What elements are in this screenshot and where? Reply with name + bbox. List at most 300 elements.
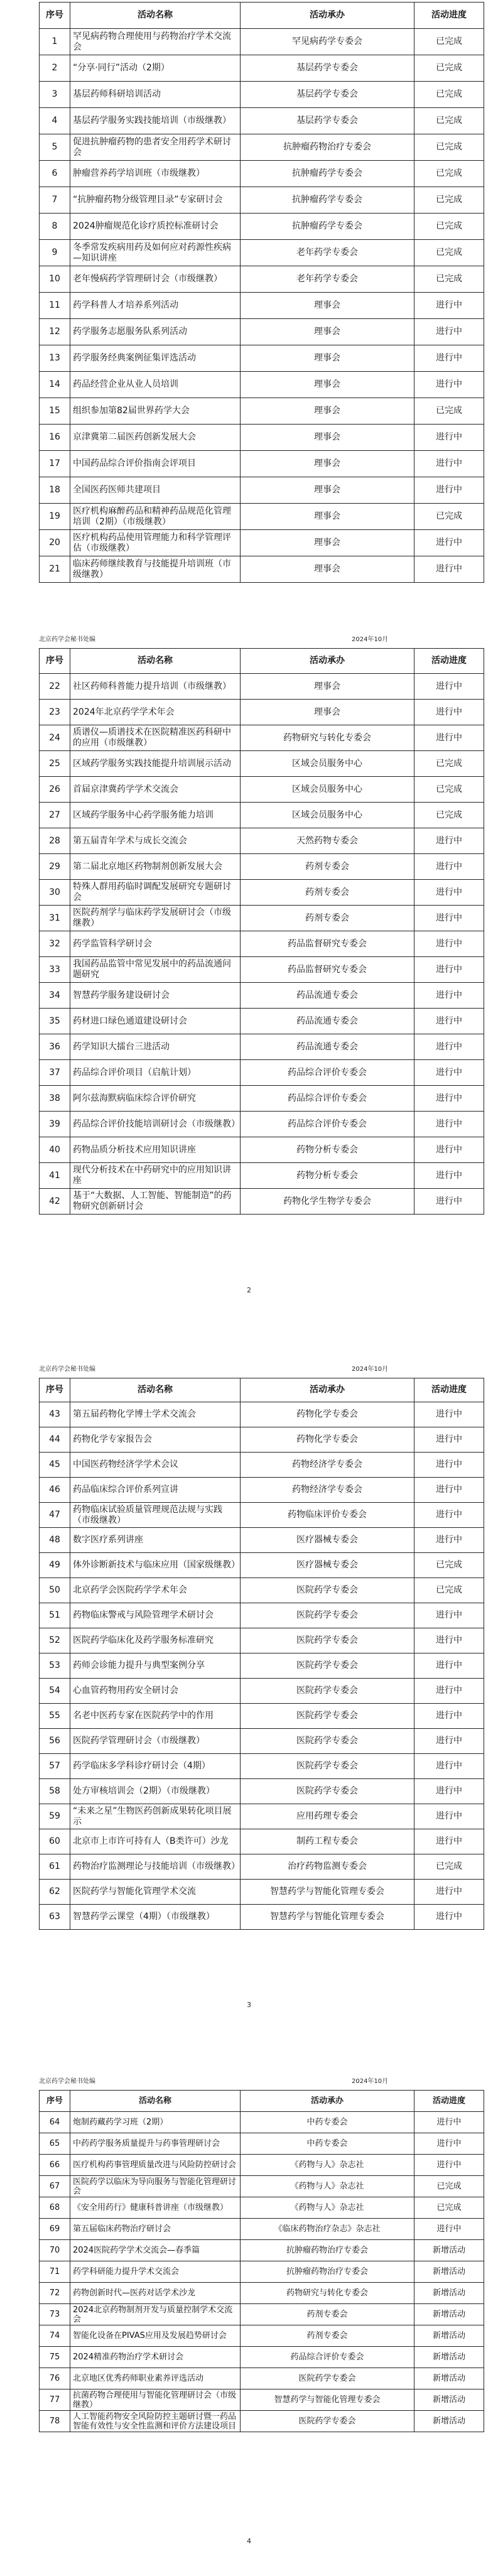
organizer-cell: 理事会: [241, 293, 414, 319]
status-cell: 新增活动: [414, 2304, 484, 2325]
table-row: [40, 957, 484, 983]
row-number-cell: 37: [40, 1060, 70, 1086]
table-row: [40, 983, 484, 1009]
status-cell: 进行中: [414, 319, 484, 345]
row-number-cell: 50: [40, 1578, 70, 1603]
status-cell: 进行中: [414, 1804, 484, 1829]
table-row: [40, 214, 484, 240]
table-row: [40, 1603, 484, 1628]
status-cell: 进行中: [414, 1779, 484, 1804]
activity-name-cell: 特殊人群用药临时调配发展研究专题研讨会: [70, 880, 241, 906]
activity-name-cell: 药品综合评价技能培训研讨会（市级继教）: [70, 1112, 241, 1137]
status-cell: 进行中: [414, 530, 484, 556]
organizer-cell: 智慧药学与智能化管理专委会: [241, 1880, 414, 1905]
activity-name-cell: 药学科普人才培养系列活动: [70, 293, 241, 319]
status-cell: 进行中: [414, 372, 484, 398]
header-number: 序号: [40, 2091, 70, 2112]
activity-name-cell: 药材进口绿色通道建设研讨会: [70, 1009, 241, 1034]
organizer-cell: 《临床药物治疗杂志》杂志社: [241, 2219, 414, 2240]
row-number-cell: 5: [40, 134, 70, 161]
organizer-cell: 医院药学专委会: [241, 1603, 414, 1628]
activity-name-cell: 药物品质分析技术应用知识讲座: [70, 1137, 241, 1163]
table-row: [40, 2261, 484, 2283]
status-cell: 进行中: [414, 1478, 484, 1503]
activity-name-cell: 药学科研能力提升学术交流会: [70, 2261, 241, 2283]
row-number-cell: 49: [40, 1553, 70, 1578]
activity-name-cell: 药学监管科学研讨会: [70, 931, 241, 957]
organizer-cell: 药品流通专委会: [241, 983, 414, 1009]
status-cell: 已完成: [414, 240, 484, 266]
status-cell: 进行中: [414, 1528, 484, 1553]
activity-name-cell: 阿尔兹海默病临床综合评价研究: [70, 1086, 241, 1112]
organizer-cell: 医院药学专委会: [241, 1628, 414, 1653]
activity-name-cell: 中国医药物经济学学术会议: [70, 1453, 241, 1478]
row-number-cell: 58: [40, 1779, 70, 1804]
table-row: [40, 2368, 484, 2389]
row-number-cell: 36: [40, 1034, 70, 1060]
organizer-cell: 药物经济学专委会: [241, 1453, 414, 1478]
table-row: [40, 1729, 484, 1754]
row-number-cell: 2: [40, 55, 70, 82]
table-row: [40, 1704, 484, 1729]
header-organizer: 活动承办: [241, 649, 414, 674]
organizer-cell: 理事会: [241, 398, 414, 425]
status-cell: 进行中: [414, 828, 484, 854]
activity-name-cell: 抗菌药物合理使用与智能化管理研讨会（市级继教）: [70, 2389, 241, 2411]
table-row: [40, 931, 484, 957]
table-row: [40, 725, 484, 751]
table-row: [40, 2283, 484, 2304]
status-cell: 进行中: [414, 983, 484, 1009]
table-row: [40, 854, 484, 880]
status-cell: 新增活动: [414, 2240, 484, 2261]
activity-name-cell: 老年慢病药学管理研讨会（市级继教）: [70, 266, 241, 293]
activity-name-cell: 社区药师科普能力提升培训（市级继教）: [70, 674, 241, 700]
table-row: [40, 2240, 484, 2261]
organizer-cell: 抗肿瘤药学专委会: [241, 161, 414, 187]
status-cell: 进行中: [414, 2155, 484, 2176]
row-number-cell: 74: [40, 2325, 70, 2347]
status-cell: 进行中: [414, 1679, 484, 1704]
table-row: [40, 2133, 484, 2155]
table-row: [40, 1854, 484, 1880]
activity-name-cell: 中药药学服务质量提升与药事管理研讨会: [70, 2133, 241, 2155]
organizer-cell: 老年药学专委会: [241, 266, 414, 293]
row-number-cell: 60: [40, 1829, 70, 1854]
header-organizer: 活动承办: [241, 2091, 414, 2112]
activity-name-cell: 药物临床试验质量管理规范法规与实践（市级继教）: [70, 1503, 241, 1528]
organizer-cell: 《药物与人》杂志社: [241, 2197, 414, 2219]
table-row: [40, 1060, 484, 1086]
row-number-cell: 26: [40, 777, 70, 803]
row-number-cell: 53: [40, 1653, 70, 1679]
activity-name-cell: 医院药学与智能化管理学术交流: [70, 1880, 241, 1905]
table-row: [40, 345, 484, 372]
row-number-cell: 6: [40, 161, 70, 187]
row-number-cell: 51: [40, 1603, 70, 1628]
activity-name-cell: 药学服务经典案例征集评选活动: [70, 345, 241, 372]
organizer-cell: 抗肿瘤药学专委会: [241, 187, 414, 214]
row-number-cell: 78: [40, 2411, 70, 2432]
organizer-cell: 区域会员服务中心: [241, 751, 414, 777]
activity-name-cell: “分享·同行”活动（2期）: [70, 55, 241, 82]
header-number: 序号: [40, 3, 70, 29]
table-body: [40, 674, 484, 1215]
status-cell: 进行中: [414, 957, 484, 983]
status-cell: 进行中: [414, 556, 484, 583]
organizer-cell: 药品监督研究专委会: [241, 931, 414, 957]
table-row: [40, 1628, 484, 1653]
table-header-row: [40, 2091, 484, 2112]
organizer-cell: 治疗药物监测专委会: [241, 1854, 414, 1880]
status-cell: 新增活动: [414, 2411, 484, 2432]
row-number-cell: 30: [40, 880, 70, 906]
status-cell: 进行中: [414, 2219, 484, 2240]
header-organizer: 活动承办: [241, 3, 414, 29]
activity-name-cell: 第五届临床药物治疗研讨会: [70, 2219, 241, 2240]
status-cell: 进行中: [414, 1086, 484, 1112]
table-row: [40, 1804, 484, 1829]
row-number-cell: 55: [40, 1704, 70, 1729]
row-number-cell: 44: [40, 1427, 70, 1453]
row-number-cell: 56: [40, 1729, 70, 1754]
header-status: 活动进度: [414, 1378, 484, 1402]
table-row: [40, 398, 484, 425]
row-number-cell: 40: [40, 1137, 70, 1163]
status-cell: 进行中: [414, 1034, 484, 1060]
organizer-cell: 抗肿瘤药物治疗专委会: [241, 134, 414, 161]
row-number-cell: 4: [40, 108, 70, 134]
organizer-cell: 抗肿瘤药物治疗专委会: [241, 2240, 414, 2261]
activity-name-cell: 智慧药学服务建设研讨会: [70, 983, 241, 1009]
row-number-cell: 71: [40, 2261, 70, 2283]
table-row: [40, 1578, 484, 1603]
row-number-cell: 64: [40, 2112, 70, 2133]
activity-name-cell: 2024北京药物制剂开发与质量控制学术交流会: [70, 2304, 241, 2325]
header-activity-name: 活动名称: [70, 1378, 241, 1402]
organizer-cell: 药品综合评价专委会: [241, 1060, 414, 1086]
table-row: [40, 1189, 484, 1215]
table-row: [40, 29, 484, 55]
organizer-cell: 药物研究与转化专委会: [241, 2283, 414, 2304]
status-cell: 已完成: [414, 777, 484, 803]
organizer-cell: 基层药学专委会: [241, 82, 414, 108]
row-number-cell: 35: [40, 1009, 70, 1034]
status-cell: 进行中: [414, 1112, 484, 1137]
organizer-cell: 罕见病药学专委会: [241, 29, 414, 55]
status-cell: 进行中: [414, 1704, 484, 1729]
activity-table: [39, 2, 484, 583]
table-row: [40, 1137, 484, 1163]
running-header-right: 2024年10月: [352, 2078, 389, 2085]
row-number-cell: 76: [40, 2368, 70, 2389]
table-row: [40, 1754, 484, 1779]
row-number-cell: 73: [40, 2304, 70, 2325]
table-row: [40, 1086, 484, 1112]
activity-name-cell: 药品临床综合评价系列宣讲: [70, 1478, 241, 1503]
organizer-cell: 理事会: [241, 319, 414, 345]
activity-name-cell: 促进抗肿瘤药物的患者安全用药学术研讨会: [70, 134, 241, 161]
activity-name-cell: 罕见病药物合理使用与药物治疗学术交流会: [70, 29, 241, 55]
table-row: [40, 530, 484, 556]
organizer-cell: 药品综合评价专委会: [241, 2347, 414, 2368]
status-cell: 进行中: [414, 1163, 484, 1189]
status-cell: 进行中: [414, 2112, 484, 2133]
organizer-cell: 药剂专委会: [241, 2304, 414, 2325]
table-row: [40, 55, 484, 82]
table-row: [40, 1034, 484, 1060]
status-cell: 已完成: [414, 29, 484, 55]
table-row: [40, 1427, 484, 1453]
page-number: 3: [247, 2001, 251, 2009]
organizer-cell: 中药专委会: [241, 2133, 414, 2155]
status-cell: 已完成: [414, 398, 484, 425]
activity-name-cell: 北京市上市许可持有人（B类许可）沙龙: [70, 1829, 241, 1854]
status-cell: 新增活动: [414, 2389, 484, 2411]
activity-name-cell: 医疗机构药品使用管理能力和科学管理评估（市级继教）: [70, 530, 241, 556]
table-row: [40, 1112, 484, 1137]
row-number-cell: 66: [40, 2155, 70, 2176]
status-cell: 进行中: [414, 2133, 484, 2155]
table-row: [40, 1503, 484, 1528]
activity-name-cell: 药师会诊能力提升与典型案例分享: [70, 1653, 241, 1679]
organizer-cell: 医院药学专委会: [241, 2368, 414, 2389]
status-cell: 已完成: [414, 161, 484, 187]
organizer-cell: 医疗器械专委会: [241, 1528, 414, 1553]
row-number-cell: 7: [40, 187, 70, 214]
activity-name-cell: 医院药剂学与临床药学发展研讨会（市级继教）: [70, 906, 241, 931]
organizer-cell: 智慧药学与智能化管理专委会: [241, 2389, 414, 2411]
organizer-cell: 药物化学生物学专委会: [241, 1189, 414, 1215]
organizer-cell: 理事会: [241, 530, 414, 556]
organizer-cell: 药剂专委会: [241, 880, 414, 906]
activity-name-cell: 京津冀第二届医药创新发展大会: [70, 425, 241, 451]
row-number-cell: 48: [40, 1528, 70, 1553]
table-row: [40, 187, 484, 214]
organizer-cell: 理事会: [241, 504, 414, 530]
organizer-cell: 《药物与人》杂志社: [241, 2176, 414, 2197]
row-number-cell: 77: [40, 2389, 70, 2411]
status-cell: 进行中: [414, 725, 484, 751]
status-cell: 已完成: [414, 751, 484, 777]
running-header-left: 北京药学会秘书处编: [39, 1366, 95, 1373]
activity-name-cell: 基层药学服务实践技能培训（市级继教）: [70, 108, 241, 134]
table-row: [40, 777, 484, 803]
table-row: [40, 319, 484, 345]
activity-name-cell: 医疗机构药事管理质量改进与风险防控研讨会: [70, 2155, 241, 2176]
table-row: [40, 2325, 484, 2347]
row-number-cell: 19: [40, 504, 70, 530]
row-number-cell: 69: [40, 2219, 70, 2240]
activity-table: [39, 2090, 484, 2432]
organizer-cell: 理事会: [241, 477, 414, 504]
activity-name-cell: 体外诊断新技术与临床应用（国家级继教）: [70, 1553, 241, 1578]
table-row: [40, 1829, 484, 1854]
running-header-left: 北京药学会秘书处编: [39, 2078, 95, 2085]
status-cell: 进行中: [414, 451, 484, 477]
table-body: [40, 2112, 484, 2432]
status-cell: 进行中: [414, 880, 484, 906]
activity-name-cell: 现代分析技术在中药研究中的应用知识讲座: [70, 1163, 241, 1189]
status-cell: 已完成: [414, 803, 484, 828]
activity-name-cell: 2024年北京药学学术年会: [70, 700, 241, 725]
table-row: [40, 451, 484, 477]
activity-name-cell: 区域药学服务中心药学服务能力培训: [70, 803, 241, 828]
status-cell: 进行中: [414, 1829, 484, 1854]
organizer-cell: 医疗器械专委会: [241, 1553, 414, 1578]
table-header-row: [40, 1378, 484, 1402]
row-number-cell: 25: [40, 751, 70, 777]
organizer-cell: 医院药学专委会: [241, 1779, 414, 1804]
organizer-cell: 应用药理专委会: [241, 1804, 414, 1829]
status-cell: 新增活动: [414, 2283, 484, 2304]
organizer-cell: 药剂专委会: [241, 2325, 414, 2347]
organizer-cell: 老年药学专委会: [241, 240, 414, 266]
status-cell: 进行中: [414, 1453, 484, 1478]
table-row: [40, 556, 484, 583]
activity-name-cell: 药物治疗监测理论与技能培训（市级继教）: [70, 1854, 241, 1880]
status-cell: 已完成: [414, 504, 484, 530]
organizer-cell: 区域会员服务中心: [241, 777, 414, 803]
activity-name-cell: 区域药学服务实践技能提升培训展示活动: [70, 751, 241, 777]
table-row: [40, 372, 484, 398]
activity-name-cell: 智能化设备在PIVAS应用及发展趋势研讨会: [70, 2325, 241, 2347]
status-cell: 进行中: [414, 700, 484, 725]
row-number-cell: 24: [40, 725, 70, 751]
activity-name-cell: 首届京津冀药学学术交流会: [70, 777, 241, 803]
organizer-cell: 理事会: [241, 345, 414, 372]
table-row: [40, 1453, 484, 1478]
table-row: [40, 1528, 484, 1553]
row-number-cell: 28: [40, 828, 70, 854]
table-row: [40, 2411, 484, 2432]
activity-name-cell: 第五届药物化学博士学术交流会: [70, 1402, 241, 1427]
row-number-cell: 31: [40, 906, 70, 931]
table-row: [40, 906, 484, 931]
table-row: [40, 828, 484, 854]
table-row: [40, 266, 484, 293]
row-number-cell: 1: [40, 29, 70, 55]
status-cell: 进行中: [414, 1905, 484, 1930]
organizer-cell: 中药专委会: [241, 2112, 414, 2133]
table-row: [40, 1402, 484, 1427]
table-row: [40, 134, 484, 161]
header-status: 活动进度: [414, 2091, 484, 2112]
row-number-cell: 61: [40, 1854, 70, 1880]
table-row: [40, 1009, 484, 1034]
organizer-cell: 药物经济学专委会: [241, 1478, 414, 1503]
activity-name-cell: 质谱仪—质谱技术在医院精准医药科研中的应用（市级继教）: [70, 725, 241, 751]
organizer-cell: 药物分析专委会: [241, 1137, 414, 1163]
activity-name-cell: 医院药学以临床为导向服务与智能化管理研讨会: [70, 2176, 241, 2197]
status-cell: 已完成: [414, 214, 484, 240]
table-row: [40, 2155, 484, 2176]
row-number-cell: 65: [40, 2133, 70, 2155]
status-cell: 进行中: [414, 1754, 484, 1779]
table-row: [40, 2347, 484, 2368]
status-cell: 新增活动: [414, 2261, 484, 2283]
activity-name-cell: 基于“大数据、人工智能、智能制造”的药物研究创新研讨会: [70, 1189, 241, 1215]
activity-name-cell: 医疗机构麻醉药品和精神药品规范化管理培训（2期）（市级继教）: [70, 504, 241, 530]
status-cell: 进行中: [414, 1137, 484, 1163]
row-number-cell: 42: [40, 1189, 70, 1215]
status-cell: 进行中: [414, 425, 484, 451]
organizer-cell: 药物化学专委会: [241, 1402, 414, 1427]
organizer-cell: 医院药学专委会: [241, 1704, 414, 1729]
running-header-right: 2024年10月: [352, 1366, 389, 1373]
activity-name-cell: 药学知识大擂台三进活动: [70, 1034, 241, 1060]
activity-name-cell: 北京地区优秀药师职业素养评选活动: [70, 2368, 241, 2389]
row-number-cell: 47: [40, 1503, 70, 1528]
status-cell: 进行中: [414, 1503, 484, 1528]
activity-name-cell: 医院药学临床化及药学服务标准研究: [70, 1628, 241, 1653]
organizer-cell: 医院药学专委会: [241, 1754, 414, 1779]
row-number-cell: 15: [40, 398, 70, 425]
table-row: [40, 751, 484, 777]
header-activity-name: 活动名称: [70, 2091, 241, 2112]
table-row: [40, 477, 484, 504]
status-cell: 已完成: [414, 266, 484, 293]
page-number: 2: [247, 1286, 251, 1294]
table-row: [40, 2304, 484, 2325]
organizer-cell: 基层药学专委会: [241, 55, 414, 82]
activity-name-cell: 处方审核培训会（2期）（市级继教）: [70, 1779, 241, 1804]
running-header-right: 2024年10月: [352, 636, 389, 643]
row-number-cell: 17: [40, 451, 70, 477]
activity-name-cell: 肿瘤营养药学培训班（市级继教）: [70, 161, 241, 187]
row-number-cell: 68: [40, 2197, 70, 2219]
organizer-cell: 理事会: [241, 674, 414, 700]
status-cell: 已完成: [414, 108, 484, 134]
row-number-cell: 67: [40, 2176, 70, 2197]
row-number-cell: 23: [40, 700, 70, 725]
header-status: 活动进度: [414, 649, 484, 674]
table-row: [40, 2389, 484, 2411]
table-row: [40, 504, 484, 530]
activity-name-cell: 中国药品综合评价指南会评项目: [70, 451, 241, 477]
activity-name-cell: 名老中医药专家在医院药学中的作用: [70, 1704, 241, 1729]
table-row: [40, 2176, 484, 2197]
status-cell: 进行中: [414, 345, 484, 372]
row-number-cell: 9: [40, 240, 70, 266]
activity-table: [39, 1378, 484, 1930]
status-cell: 新增活动: [414, 2325, 484, 2347]
status-cell: 进行中: [414, 477, 484, 504]
organizer-cell: 药物化学专委会: [241, 1427, 414, 1453]
table-row: [40, 674, 484, 700]
status-cell: 已完成: [414, 134, 484, 161]
activity-name-cell: 北京药学会医院药学学术年会: [70, 1578, 241, 1603]
organizer-cell: 基层药学专委会: [241, 108, 414, 134]
organizer-cell: 药剂专委会: [241, 906, 414, 931]
header-organizer: 活动承办: [241, 1378, 414, 1402]
row-number-cell: 8: [40, 214, 70, 240]
status-cell: 进行中: [414, 906, 484, 931]
header-activity-name: 活动名称: [70, 649, 241, 674]
table-row: [40, 1163, 484, 1189]
organizer-cell: 智慧药学与智能化管理专委会: [241, 1905, 414, 1930]
row-number-cell: 27: [40, 803, 70, 828]
activity-name-cell: 医院药学管理研讨会（市级继教）: [70, 1729, 241, 1754]
status-cell: 进行中: [414, 931, 484, 957]
table-row: [40, 2197, 484, 2219]
status-cell: 进行中: [414, 1189, 484, 1215]
status-cell: 已完成: [414, 1578, 484, 1603]
status-cell: 进行中: [414, 293, 484, 319]
row-number-cell: 75: [40, 2347, 70, 2368]
row-number-cell: 11: [40, 293, 70, 319]
row-number-cell: 54: [40, 1679, 70, 1704]
